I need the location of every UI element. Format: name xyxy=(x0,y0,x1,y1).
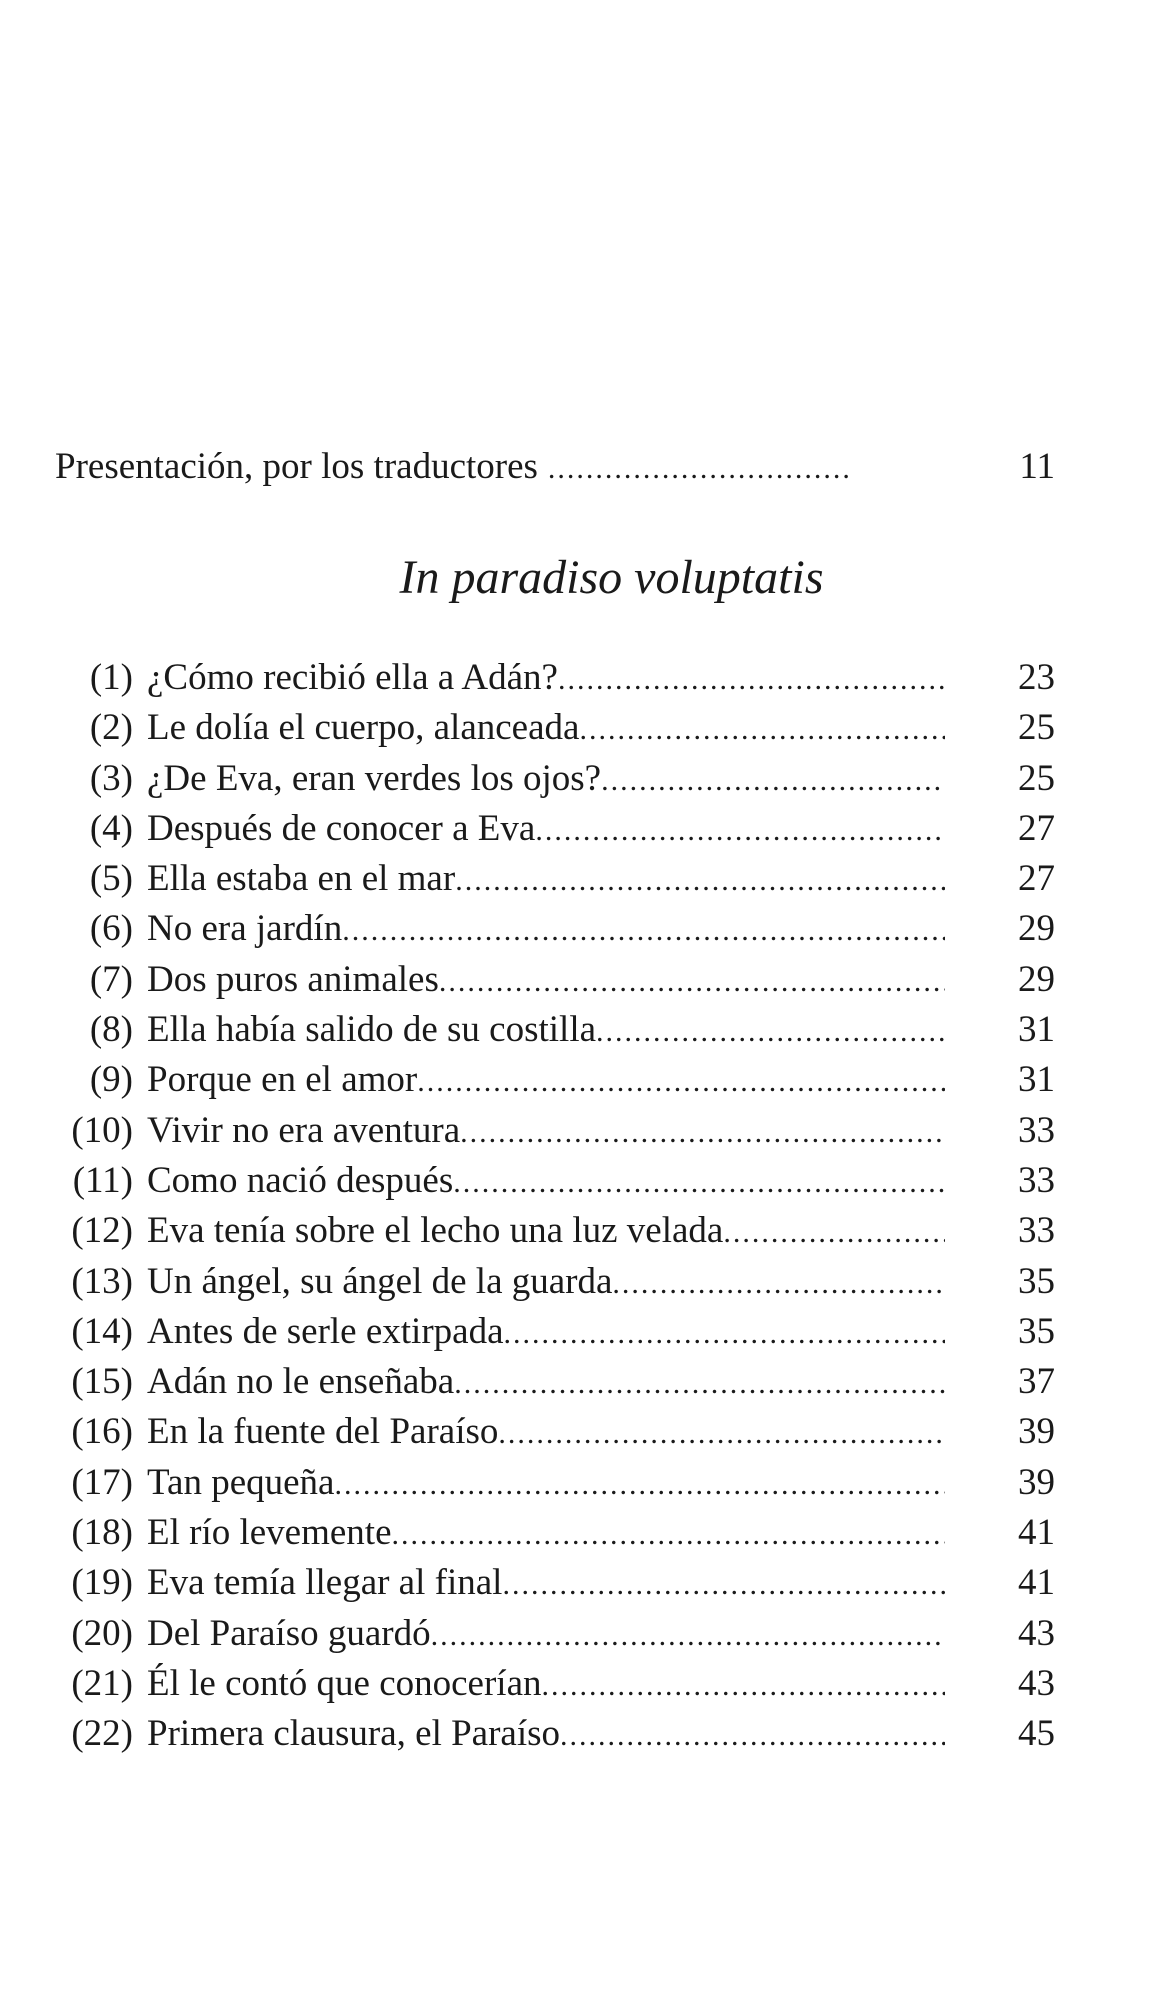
dot-leader xyxy=(723,1208,945,1258)
toc-entry-title: En la fuente del Paraíso xyxy=(147,1411,499,1453)
toc-entry xyxy=(55,955,1055,1005)
toc-entry xyxy=(55,1458,1055,1508)
dot-leader xyxy=(504,1309,946,1359)
toc-entry-list xyxy=(55,653,1055,1760)
toc-entry-title: Tan pequeña xyxy=(147,1461,335,1503)
toc-entry xyxy=(55,1609,1055,1659)
section-title: In paradiso voluptatis xyxy=(399,551,824,604)
toc-page-number: 29 xyxy=(1018,908,1055,950)
toc-page-number: 45 xyxy=(1018,1713,1055,1755)
dot-leader xyxy=(454,1359,945,1409)
dot-leader xyxy=(596,1007,945,1057)
toc-entry-title: Un ángel, su ángel de la guarda xyxy=(147,1260,613,1302)
dot-leader xyxy=(498,1409,945,1459)
dot-leader xyxy=(453,1158,945,1208)
toc-entry xyxy=(55,703,1055,753)
dot-leader xyxy=(334,1460,945,1510)
toc-page-number: 33 xyxy=(1018,1109,1055,1151)
toc-entry-number: (15) xyxy=(71,1361,133,1403)
toc-entry-title: Le dolía el cuerpo, alanceada xyxy=(147,707,580,749)
toc-entry xyxy=(55,1407,1055,1457)
dot-leader xyxy=(579,705,945,755)
toc-entry xyxy=(55,653,1055,703)
dot-leader xyxy=(612,1259,945,1309)
toc-entry xyxy=(55,1659,1055,1709)
toc-page-number: 43 xyxy=(1018,1612,1055,1654)
dot-leader xyxy=(548,447,853,491)
toc-entry xyxy=(55,1558,1055,1608)
toc-entry xyxy=(55,1156,1055,1206)
toc-entry-number: (6) xyxy=(89,908,133,950)
dot-leader xyxy=(439,957,945,1007)
toc-entry-title: Eva temía llegar al final xyxy=(147,1562,503,1604)
toc-entry xyxy=(55,754,1055,804)
toc-entry-title: Antes de serle extirpada xyxy=(147,1310,504,1352)
toc-entry-title: Dos puros animales xyxy=(147,958,439,1000)
toc-entry-title: Porque en el amor xyxy=(147,1059,418,1101)
toc-entry xyxy=(55,1005,1055,1055)
toc-entry xyxy=(55,1709,1055,1759)
dot-leader xyxy=(431,1611,945,1661)
toc-page-number: 33 xyxy=(1018,1210,1055,1252)
toc-entry xyxy=(55,854,1055,904)
toc-entry-title: ¿De Eva, eran verdes los ojos? xyxy=(147,757,602,799)
toc-page-number: 29 xyxy=(1018,958,1055,1000)
dot-leader xyxy=(417,1057,945,1107)
toc-entry xyxy=(55,1257,1055,1307)
toc-entry xyxy=(55,904,1055,954)
toc-entry xyxy=(55,1206,1055,1256)
dot-leader xyxy=(502,1560,945,1610)
dot-leader xyxy=(342,906,945,956)
toc-entry-title: Él le contó que conocerían xyxy=(147,1662,542,1704)
dot-leader xyxy=(601,756,945,806)
toc-entry xyxy=(55,1357,1055,1407)
dot-leader xyxy=(560,1711,945,1761)
toc-entry xyxy=(55,1508,1055,1558)
toc-entry-number: (3) xyxy=(89,757,133,799)
toc-page-number: 23 xyxy=(1018,657,1055,698)
toc-entry-number: (10) xyxy=(71,1109,133,1151)
toc-entry-title: Como nació después xyxy=(147,1159,454,1201)
toc-entry-title: No era jardín xyxy=(147,908,343,950)
toc-entry-number: (16) xyxy=(71,1411,133,1453)
toc-page-number: 31 xyxy=(1018,1059,1055,1101)
dot-leader xyxy=(542,1661,946,1711)
toc-entry-title: Vivir no era aventura xyxy=(147,1109,461,1151)
toc-page-number: 39 xyxy=(1018,1461,1055,1503)
toc-entry-number: (20) xyxy=(71,1612,133,1654)
toc-entry-title: Ella estaba en el mar xyxy=(147,858,456,900)
toc-entry xyxy=(55,1307,1055,1357)
toc-entry-number: (21) xyxy=(71,1662,133,1704)
toc-entry xyxy=(55,804,1055,854)
toc-entry-number: (11) xyxy=(72,1159,133,1201)
toc-page-number: 31 xyxy=(1018,1009,1055,1051)
toc-entry-number: (17) xyxy=(71,1461,133,1503)
toc-entry-intro xyxy=(55,445,1055,491)
toc-page-number: 27 xyxy=(1018,858,1055,900)
toc-page-number: 35 xyxy=(1018,1310,1055,1352)
toc-page-number: 33 xyxy=(1018,1159,1055,1201)
toc-entry-number: (22) xyxy=(71,1713,133,1755)
toc-entry-title: ¿Cómo recibió ella a Adán? xyxy=(147,657,558,698)
toc-page-number: 25 xyxy=(1018,757,1055,799)
toc-entry-number: (8) xyxy=(89,1009,133,1051)
toc-page-number: 27 xyxy=(1018,807,1055,849)
toc-entry-title: Adán no le enseñaba xyxy=(147,1361,455,1403)
dot-leader xyxy=(460,1108,945,1158)
toc-page-number: 41 xyxy=(1018,1562,1055,1604)
toc-entry-number: (1) xyxy=(89,657,133,698)
toc-entry-number: (18) xyxy=(71,1512,133,1554)
dot-leader xyxy=(455,856,945,906)
dot-leader xyxy=(558,655,945,705)
toc-entry-title: El río levemente xyxy=(147,1512,392,1554)
toc-entry-number: (12) xyxy=(71,1210,133,1252)
toc-page-number: 35 xyxy=(1018,1260,1055,1302)
toc-entry-title: Después de conocer a Eva xyxy=(147,807,536,849)
toc-entry-title: Presentación, por los traductores xyxy=(55,446,538,487)
toc-entry-number: (5) xyxy=(89,858,133,900)
toc-entry-number: (13) xyxy=(71,1260,133,1302)
toc-entry-number: (2) xyxy=(89,707,133,749)
toc-entry-title: Ella había salido de su costilla xyxy=(147,1009,597,1051)
toc-entry-number: (14) xyxy=(71,1310,133,1352)
toc-page-number: 39 xyxy=(1018,1411,1055,1453)
dot-leader xyxy=(392,1510,945,1560)
toc-entry-title: Del Paraíso guardó xyxy=(147,1612,431,1654)
toc-entry-title: Eva tenía sobre el lecho una luz velada xyxy=(147,1210,724,1252)
toc-entry xyxy=(55,1106,1055,1156)
toc-entry xyxy=(55,1055,1055,1105)
toc-entry-number: (9) xyxy=(89,1059,133,1101)
toc-page-number: 11 xyxy=(1019,446,1055,487)
toc-entry-title: Primera clausura, el Paraíso xyxy=(147,1713,561,1755)
toc-page-number: 41 xyxy=(1018,1512,1055,1554)
toc-page-number: 25 xyxy=(1018,707,1055,749)
toc-page-number: 43 xyxy=(1018,1662,1055,1704)
toc-page-number: 37 xyxy=(1018,1361,1055,1403)
dot-leader xyxy=(535,806,945,856)
toc-entry-number: (4) xyxy=(89,807,133,849)
toc-entry-number: (7) xyxy=(89,958,133,1000)
toc-entry-number: (19) xyxy=(71,1562,133,1604)
